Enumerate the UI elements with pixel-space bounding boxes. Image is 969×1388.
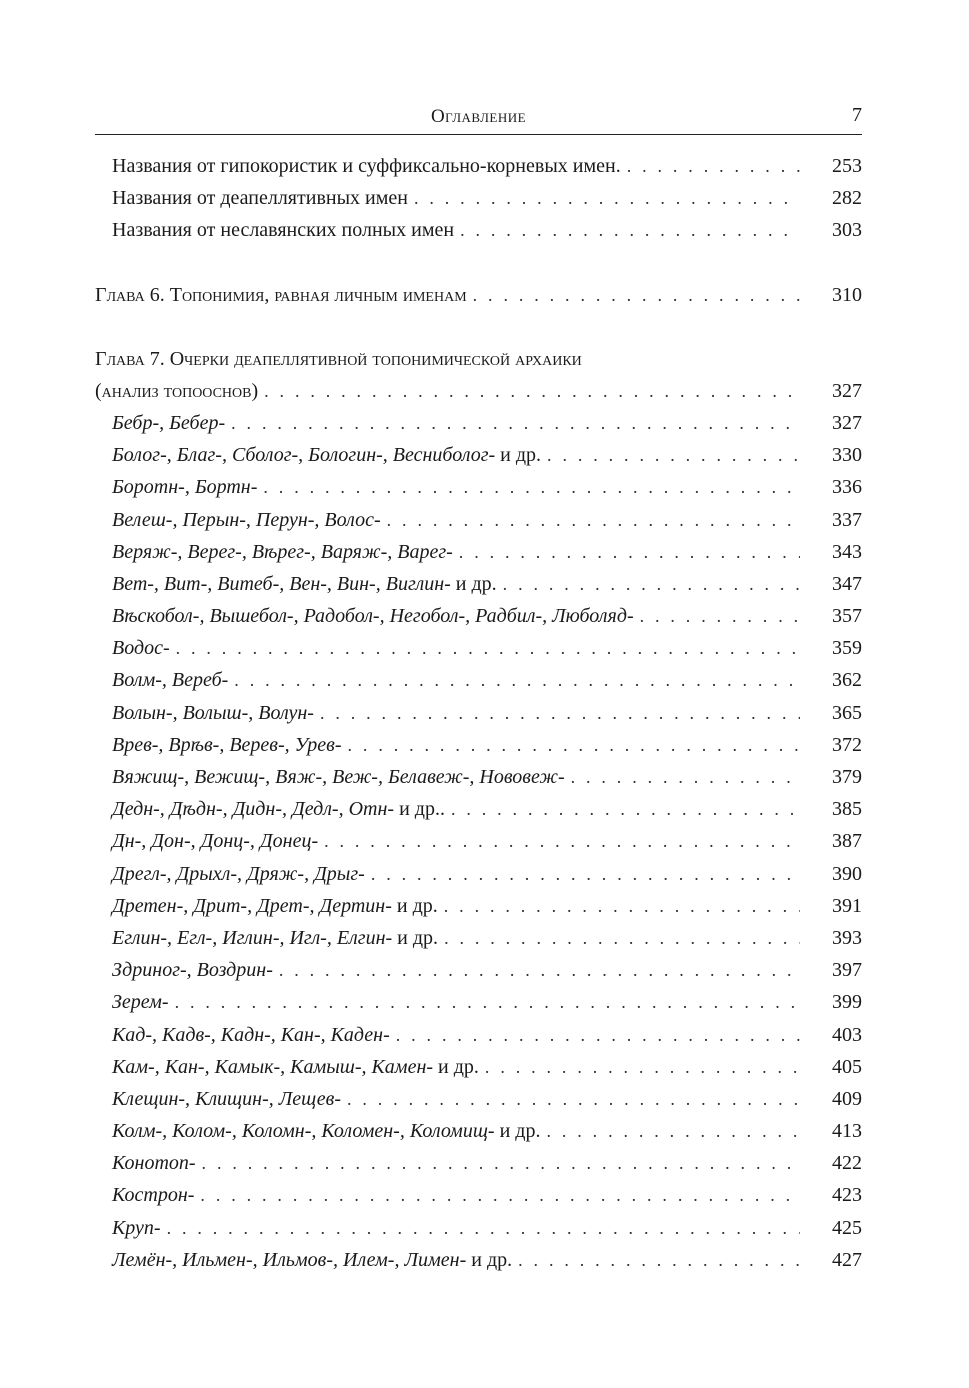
toc-entry[interactable] bbox=[95, 182, 862, 214]
toc-entry-label bbox=[112, 600, 634, 632]
spacer bbox=[95, 247, 862, 279]
toc-entry-label bbox=[112, 1179, 194, 1211]
toc-entry-page: 387 bbox=[832, 830, 862, 853]
leader-dots bbox=[485, 1051, 800, 1083]
toc-entry-page: 397 bbox=[832, 959, 862, 982]
toc-entry-page: 347 bbox=[832, 572, 862, 595]
leader-dots bbox=[459, 536, 800, 568]
toc-entry-suffix: и др. bbox=[494, 1120, 541, 1143]
leader-dots bbox=[264, 375, 800, 407]
toc-entry-label: Названия от гипокористик и суффиксально-корневых имен. bbox=[112, 155, 621, 177]
toc-entry-label bbox=[112, 1147, 196, 1179]
leader-dots bbox=[387, 504, 800, 536]
toc-entry[interactable] bbox=[95, 890, 862, 922]
toc-entry-label bbox=[112, 536, 453, 568]
toc-entry-label bbox=[112, 793, 445, 825]
toc-entry-label: Названия от неславянских полных имен bbox=[112, 219, 455, 242]
toc-entry-page: 403 bbox=[832, 1023, 862, 1046]
toc-entry-stems: Вет-, Вит-, Витеб-, Вен-, Вин-, Виглин- bbox=[112, 572, 451, 595]
toc-entry[interactable] bbox=[95, 407, 862, 439]
toc-entry[interactable] bbox=[95, 1051, 862, 1083]
toc-entry-label bbox=[112, 890, 438, 922]
toc-entry-stems: Болог-, Благ-, Сболог-, Бологин-, Весниболог- bbox=[112, 444, 496, 467]
toc-entry[interactable] bbox=[95, 858, 862, 890]
chapter-page: 327 bbox=[832, 379, 862, 402]
toc-entry-label bbox=[112, 986, 169, 1018]
toc-entry-page: 336 bbox=[832, 476, 862, 499]
toc-entry-page: 409 bbox=[832, 1087, 862, 1110]
toc-entry-suffix: и др. bbox=[433, 1055, 479, 1078]
toc-entry-stems: Дедн-, Дѣдн-, Дидн-, Дедл-, Отн- bbox=[112, 798, 395, 821]
toc-entry-page: 282 bbox=[832, 187, 862, 210]
toc-entry-page: 413 bbox=[832, 1120, 862, 1143]
toc-entry-suffix: и др. bbox=[392, 926, 439, 949]
toc-entry-stems: Веряж-, Верег-, Вѣрег-, Варяж-, Варег- bbox=[112, 540, 453, 563]
toc-entry[interactable] bbox=[95, 536, 862, 568]
toc-entry[interactable] bbox=[95, 1115, 862, 1147]
leader-dots bbox=[414, 182, 800, 214]
toc-entry-stems: Дрегл-, Дрыхл-, Дряж-, Дрыг- bbox=[112, 862, 365, 885]
toc-entry-stems: Дретен-, Дрит-, Дрет-, Дертин- bbox=[112, 894, 392, 917]
toc-entry-suffix: и др.. bbox=[394, 798, 445, 821]
chapter-page: 310 bbox=[832, 283, 862, 306]
toc-entry-label bbox=[112, 632, 170, 664]
toc-entry[interactable] bbox=[95, 1083, 862, 1115]
running-header bbox=[95, 104, 862, 135]
toc-entry[interactable] bbox=[95, 761, 862, 793]
toc-entry[interactable] bbox=[95, 793, 862, 825]
table-of-contents bbox=[95, 150, 862, 1276]
toc-entry[interactable] bbox=[95, 471, 862, 503]
leader-dots bbox=[451, 793, 800, 825]
toc-entry-stems: Врев-, Врѣв-, Верев-, Урев- bbox=[112, 733, 342, 756]
toc-entry-page: 425 bbox=[832, 1216, 862, 1239]
toc-entry-page: 303 bbox=[832, 219, 862, 242]
leader-dots bbox=[320, 697, 800, 729]
toc-entry-stems: Боротн-, Бортн- bbox=[112, 476, 258, 499]
toc-entry[interactable] bbox=[95, 664, 862, 696]
toc-entry[interactable] bbox=[95, 632, 862, 664]
toc-entry-page: 362 bbox=[832, 669, 862, 692]
toc-entry-label bbox=[112, 439, 541, 471]
toc-entry-suffix: и др. bbox=[450, 572, 497, 595]
toc-entry[interactable] bbox=[95, 1212, 862, 1244]
toc-entry-label bbox=[112, 761, 565, 793]
toc-entry-stems: Кострон- bbox=[112, 1184, 195, 1207]
toc-entry-page: 390 bbox=[832, 862, 862, 885]
spacer bbox=[95, 311, 862, 343]
toc-entry-stems: Кам-, Кан-, Камык-, Камыш-, Камен- bbox=[112, 1055, 434, 1078]
toc-entry[interactable] bbox=[95, 825, 862, 857]
toc-entry-label bbox=[112, 664, 228, 696]
toc-entry-stems: Еглин-, Егл-, Иглин-, Игл-, Елгин- bbox=[112, 926, 393, 949]
toc-entry-page: 393 bbox=[832, 926, 862, 949]
leader-dots bbox=[234, 664, 800, 696]
toc-entry-label bbox=[112, 825, 318, 857]
toc-entry[interactable] bbox=[95, 986, 862, 1018]
leader-dots bbox=[396, 1019, 800, 1051]
toc-entry[interactable] bbox=[95, 1147, 862, 1179]
leader-dots bbox=[444, 922, 800, 954]
toc-entry[interactable] bbox=[95, 600, 862, 632]
header-page-number: 7 bbox=[852, 104, 862, 126]
toc-entry-page: 365 bbox=[832, 701, 862, 724]
leader-dots bbox=[640, 600, 800, 632]
toc-entry-stems: Волын-, Волыш-, Волун- bbox=[112, 701, 314, 724]
toc-entry-label bbox=[112, 697, 314, 729]
leader-dots bbox=[460, 214, 800, 246]
toc-entry-label bbox=[112, 729, 342, 761]
leader-dots bbox=[444, 890, 800, 922]
toc-entry-label bbox=[112, 1051, 479, 1083]
toc-entry-label bbox=[112, 858, 365, 890]
leader-dots bbox=[347, 1083, 800, 1115]
toc-entry-suffix: и др. bbox=[391, 894, 438, 917]
leader-dots bbox=[348, 729, 800, 761]
toc-entry-label bbox=[112, 1115, 540, 1147]
toc-entry-stems: Вяжищ-, Вежищ-, Вяж-, Веж-, Белавеж-, Нововеж- bbox=[112, 766, 565, 788]
toc-entry[interactable] bbox=[95, 568, 862, 600]
toc-entry-suffix: и др. bbox=[466, 1248, 513, 1271]
toc-entry-stems: Вѣскобол-, Вышебол-, Радобол-, Негобол-, Радбил-, Люболяд- bbox=[112, 605, 634, 628]
toc-entry-page: 427 bbox=[832, 1248, 862, 1271]
leader-dots bbox=[175, 986, 800, 1018]
toc-entry-page: 327 bbox=[832, 411, 862, 434]
toc-entry-stems: Кад-, Кадв-, Кадн-, Кан-, Каден- bbox=[112, 1023, 390, 1046]
toc-entry-label bbox=[112, 568, 497, 600]
toc-entry-stems: Бебр-, Бебер- bbox=[112, 411, 226, 434]
toc-entry-stems: Здриног-, Воздрин- bbox=[112, 959, 273, 982]
toc-entry[interactable] bbox=[95, 439, 862, 471]
toc-entry-page: 423 bbox=[832, 1184, 862, 1207]
leader-dots bbox=[503, 568, 800, 600]
toc-entry-stems: Круп- bbox=[112, 1216, 161, 1239]
toc-entry-stems: Дн-, Дон-, Донц-, Донец- bbox=[112, 830, 319, 853]
toc-entry-stems: Водос- bbox=[112, 637, 170, 660]
leader-dots bbox=[176, 632, 800, 664]
chapter-title: Глава 6. Топонимия, равная личным именам bbox=[95, 283, 467, 306]
toc-entry-page: 405 bbox=[832, 1055, 862, 1078]
toc-entry-label bbox=[112, 1212, 161, 1244]
toc-entry[interactable] bbox=[95, 1244, 862, 1276]
toc-entry-label bbox=[112, 1019, 390, 1051]
leader-dots bbox=[279, 954, 800, 986]
toc-entry-label bbox=[112, 1083, 341, 1115]
toc-entry[interactable] bbox=[95, 1179, 862, 1211]
toc-entry-stems: Волм-, Вереб- bbox=[112, 669, 229, 692]
toc-entry[interactable] bbox=[95, 150, 862, 182]
toc-entry-page: 399 bbox=[832, 991, 862, 1014]
toc-entry-label bbox=[112, 954, 273, 986]
leader-dots bbox=[202, 1147, 800, 1179]
toc-entry-list bbox=[95, 407, 862, 1276]
toc-entry-page: 343 bbox=[832, 540, 862, 563]
toc-entry-stems: Клещин-, Клищин-, Лещев- bbox=[112, 1087, 341, 1110]
leader-dots bbox=[231, 407, 800, 439]
leader-dots bbox=[547, 439, 800, 471]
toc-entry-page: 253 bbox=[832, 155, 862, 177]
toc-entry-page: 330 bbox=[832, 444, 862, 467]
toc-entry-label bbox=[112, 407, 225, 439]
toc-entry[interactable] bbox=[95, 1019, 862, 1051]
leader-dots bbox=[324, 825, 800, 857]
chapter-7-title[interactable]: Глава 7. Очерки деапеллятивной топонимической архаики bbox=[95, 347, 582, 370]
toc-entry[interactable] bbox=[95, 697, 862, 729]
header-title: Оглавление bbox=[430, 106, 527, 127]
toc-entry-page: 357 bbox=[832, 605, 862, 628]
leader-dots bbox=[167, 1212, 800, 1244]
leader-dots bbox=[571, 761, 800, 793]
leader-dots bbox=[627, 150, 800, 182]
toc-entry-label bbox=[112, 504, 381, 536]
toc-entry[interactable] bbox=[95, 729, 862, 761]
toc-entry[interactable] bbox=[95, 922, 862, 954]
toc-entry-suffix: и др. bbox=[495, 444, 542, 467]
toc-entry-page: 391 bbox=[832, 894, 862, 917]
toc-entry-stems: Зерем- bbox=[112, 991, 169, 1014]
toc-entry-label bbox=[112, 922, 438, 954]
leader-dots bbox=[473, 279, 800, 311]
leader-dots bbox=[263, 471, 800, 503]
toc-entry[interactable] bbox=[95, 954, 862, 986]
toc-entry-page: 337 bbox=[832, 508, 862, 531]
chapter-subtitle: (анализ топооснов) bbox=[95, 379, 259, 402]
toc-entry[interactable] bbox=[95, 504, 862, 536]
toc-entry[interactable] bbox=[95, 214, 862, 246]
toc-chapter-7[interactable] bbox=[95, 375, 862, 407]
leader-dots bbox=[200, 1179, 800, 1211]
leader-dots bbox=[371, 858, 800, 890]
toc-entry-label bbox=[112, 1244, 512, 1276]
leader-dots bbox=[518, 1244, 800, 1276]
toc-entry-page: 372 bbox=[832, 733, 862, 756]
toc-entry-stems: Лемён-, Ильмен-, Ильмов-, Илем-, Лимен- bbox=[112, 1248, 467, 1271]
toc-entry-stems: Велеш-, Перын-, Перун-, Волос- bbox=[112, 508, 381, 531]
toc-entry-page: 379 bbox=[832, 766, 862, 788]
toc-chapter-6[interactable] bbox=[95, 279, 862, 311]
leader-dots bbox=[546, 1115, 800, 1147]
toc-entry-page: 359 bbox=[832, 637, 862, 660]
toc-entry-stems: Конотоп- bbox=[112, 1152, 196, 1175]
toc-entry-page: 385 bbox=[832, 798, 862, 821]
toc-entry-page: 422 bbox=[832, 1152, 862, 1175]
toc-entry-label bbox=[112, 471, 257, 503]
toc-entry-stems: Колм-, Колом-, Коломн-, Коломен-, Коломищ- bbox=[112, 1120, 495, 1143]
toc-entry-label: Названия от деапеллятивных имен bbox=[112, 187, 408, 210]
